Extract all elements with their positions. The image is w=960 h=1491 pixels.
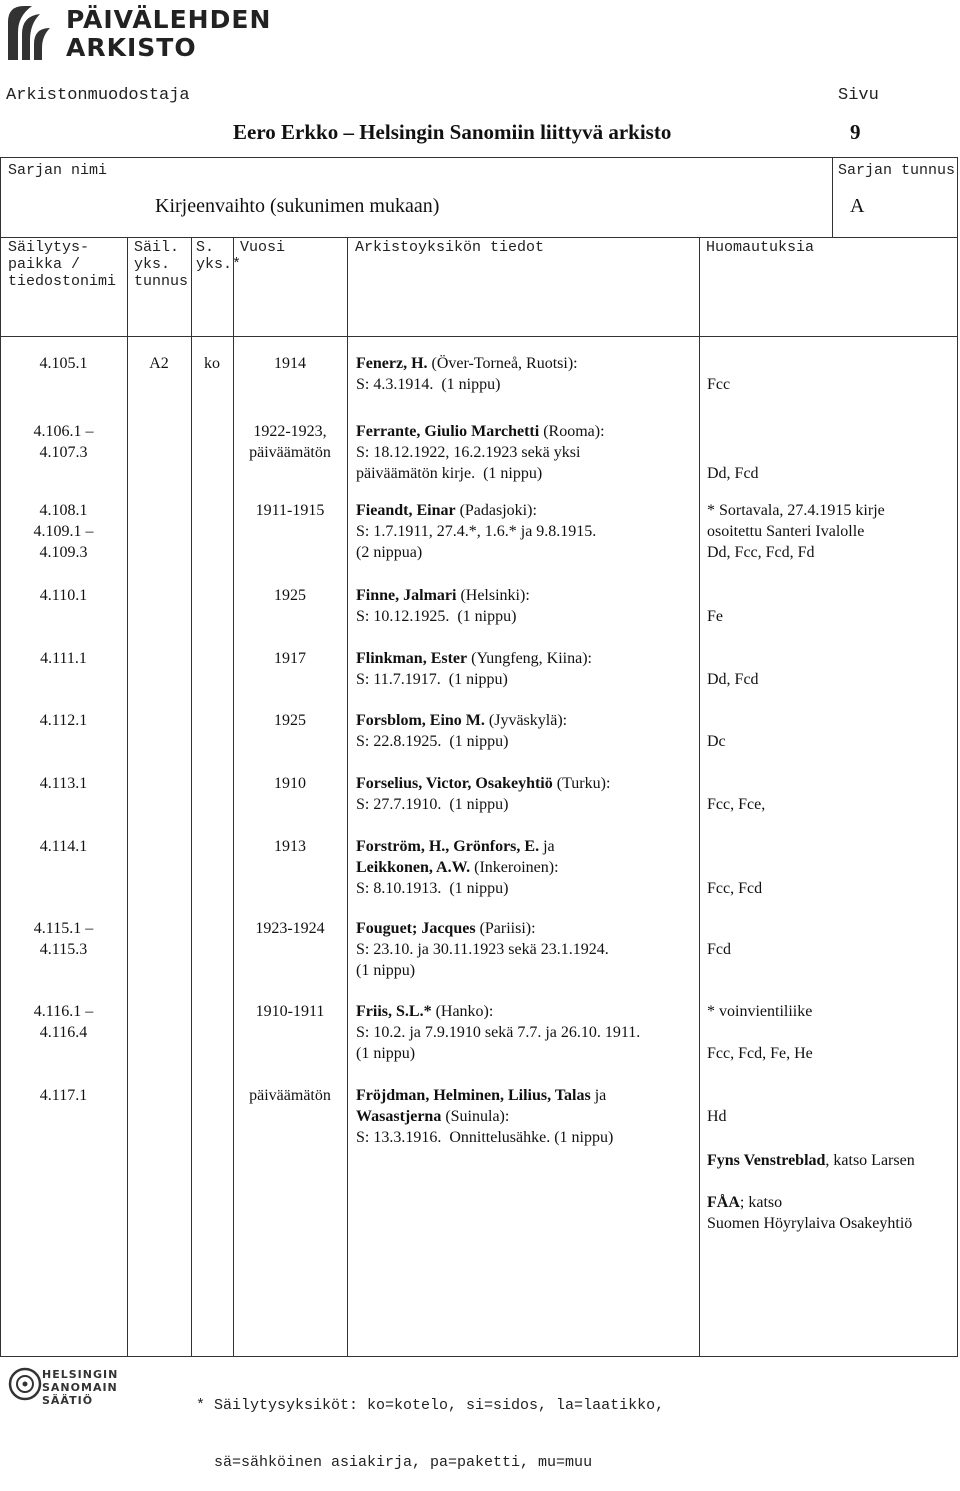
logo-line-2: ARKISTO — [66, 33, 197, 62]
info-detail: S: 22.8.1925. (1 nippu) — [356, 733, 509, 750]
info-detail: (Helsinki): — [456, 587, 530, 604]
location-cell: 4.107.3 — [39, 444, 88, 461]
column-header-unit-id-line: Säil. — [134, 239, 180, 256]
location-cell: 4.111.1 — [40, 650, 87, 667]
remarks-cell: Dc — [707, 733, 726, 750]
footnote-line-1: * Säilytysyksiköt: ko=kotelo, si=sidos, la=laatikko, — [196, 1397, 665, 1414]
info-detail: (Padasjoki): — [455, 502, 537, 519]
column-header-location-line: paikka / — [8, 256, 81, 273]
info-line — [356, 878, 508, 899]
info-detail: (Över-Torneå, Ruotsi): — [427, 355, 578, 372]
info-line — [356, 648, 592, 669]
footnote-line-2: sä=sähköinen asiakirja, pa=paketti, mu=muu — [196, 1454, 593, 1471]
location-cell: 4.113.1 — [39, 775, 88, 792]
series-divider — [832, 157, 833, 237]
info-line — [356, 794, 508, 815]
year-cell: 1910-1911 — [255, 1003, 325, 1020]
correspondent-name: Fröjdman, Helminen, Lilius, Talas — [356, 1087, 591, 1104]
info-line — [356, 710, 567, 731]
info-detail: S: 10.12.1925. (1 nippu) — [356, 608, 517, 625]
info-line — [356, 773, 610, 794]
info-line — [356, 960, 415, 981]
page-label: Sivu — [838, 86, 879, 105]
location-cell: 4.116.1 – — [33, 1003, 94, 1020]
year-cell: päiväämätön — [249, 444, 331, 461]
reference-name: FÅA — [707, 1194, 740, 1211]
info-line — [356, 442, 580, 463]
correspondent-name: Wasastjerna — [356, 1108, 442, 1125]
info-line — [356, 1085, 606, 1106]
info-line — [356, 939, 609, 960]
year-cell: 1911-1915 — [255, 502, 325, 519]
column-divider-5 — [699, 237, 700, 1357]
column-header-info: Arkistoyksikön tiedot — [355, 239, 545, 256]
info-detail: (Pariisi): — [475, 920, 536, 937]
paivalehden-arkisto-logo — [4, 2, 274, 66]
correspondent-name: Ferrante, Giulio Marchetti — [356, 423, 540, 440]
info-line — [356, 542, 422, 563]
correspondent-name: Fieandt, Einar — [356, 502, 456, 519]
correspondent-name: Finne, Jalmari — [356, 587, 457, 604]
remarks-cell: Dd, Fcd — [707, 671, 759, 688]
column-header-unit-id-line: tunnus — [134, 273, 189, 290]
location-cell: 4.112.1 — [39, 712, 88, 729]
info-line — [356, 521, 596, 542]
year-cell: 1913 — [274, 838, 306, 855]
location-cell: 4.109.1 – — [33, 523, 94, 540]
info-detail: S: 13.3.1916. Onnittelusähke. (1 nippu) — [356, 1129, 614, 1146]
year-cell: 1925 — [274, 712, 306, 729]
info-detail: S: 11.7.1917. (1 nippu) — [356, 671, 508, 688]
location-cell: 4.109.3 — [39, 544, 88, 561]
archive-creator-label: Arkistonmuodostaja — [6, 86, 190, 105]
info-detail: (Turku): — [552, 775, 611, 792]
remarks-cell: osoitettu Santeri Ivalolle — [707, 523, 865, 540]
archive-logo-icon — [4, 2, 62, 64]
extra-remark-line — [707, 1213, 912, 1234]
info-line — [356, 918, 536, 939]
correspondent-name: Forselius, Victor, Osakeyhtiö — [356, 775, 553, 792]
info-detail: (1 nippu) — [356, 962, 416, 979]
archive-title: Eero Erkko – Helsingin Sanomiin liittyvä arkisto — [233, 120, 672, 144]
column-divider-3 — [233, 237, 234, 1357]
header-rule — [0, 336, 958, 337]
series-rule — [0, 237, 958, 238]
location-cell: 4.108.1 — [39, 502, 88, 519]
location-cell: 4.110.1 — [39, 587, 88, 604]
info-line — [356, 500, 537, 521]
correspondent-name: Forström, H., Grönfors, E. — [356, 838, 540, 855]
info-detail: (2 nippua) — [356, 544, 423, 561]
remarks-cell: Fe — [707, 608, 723, 625]
info-line — [356, 669, 508, 690]
column-divider-4 — [347, 237, 348, 1357]
info-line — [356, 463, 542, 484]
column-header-location-line: Säilytys- — [8, 239, 90, 256]
reference-name: Fyns Venstreblad — [707, 1152, 826, 1169]
year-cell: 1922-1923, — [253, 423, 327, 440]
info-line — [356, 1043, 415, 1064]
info-line — [356, 857, 559, 878]
remarks-cell: Dd, Fcc, Fcd, Fd — [707, 544, 815, 561]
column-header-unit-type-line: yks.* — [196, 256, 242, 273]
remarks-cell: * Sortavala, 27.4.1915 kirje — [707, 502, 885, 519]
remarks-cell: Fcc, Fcd, Fe, He — [707, 1045, 813, 1062]
extra-remark-line — [707, 1150, 915, 1171]
remarks-cell: Fcc, Fce, — [707, 796, 766, 813]
correspondent-name: Leikkonen, A.W. — [356, 859, 471, 876]
info-detail: (Inkeroinen): — [470, 859, 559, 876]
column-divider-2 — [191, 237, 192, 1357]
remarks-cell: Fcd — [707, 941, 731, 958]
correspondent-name: Flinkman, Ester — [356, 650, 468, 667]
info-detail: ja — [539, 838, 555, 855]
info-detail: (1 nippu) — [356, 1045, 416, 1062]
column-header-year: Vuosi — [240, 239, 286, 256]
series-id-label: Sarjan tunnus — [838, 162, 956, 179]
location-cell: 4.105.1 — [39, 355, 88, 372]
series-name: Kirjeenvaihto (sukunimen mukaan) — [155, 195, 440, 217]
info-detail: (Jyväskylä): — [484, 712, 568, 729]
remarks-cell: * voinvientiliike — [707, 1003, 813, 1020]
foundation-emblem-icon — [8, 1362, 42, 1434]
remarks-cell: Fcc — [707, 376, 731, 393]
unit-type-cell: ko — [204, 355, 220, 372]
info-detail: (Yungfeng, Kiina): — [467, 650, 592, 667]
info-detail: S: 8.10.1913. (1 nippu) — [356, 880, 509, 897]
series-name-label: Sarjan nimi — [8, 162, 108, 179]
info-line — [356, 836, 555, 857]
series-id: A — [850, 195, 865, 217]
year-cell: 1923-1924 — [255, 920, 325, 937]
location-cell: 4.115.1 – — [33, 920, 94, 937]
column-header-location-line: tiedostonimi — [8, 273, 117, 290]
info-detail: S: 10.2. ja 7.9.1910 sekä 7.7. ja 26.10. 1911. — [356, 1024, 641, 1041]
info-line — [356, 374, 500, 395]
location-cell: 4.106.1 – — [33, 423, 94, 440]
foundation-wordmark — [42, 1368, 118, 1407]
column-header-unit-type — [196, 239, 241, 273]
logo-line-1: PÄIVÄLEHDEN — [66, 5, 272, 34]
location-cell: 4.114.1 — [39, 838, 88, 855]
info-line — [356, 585, 530, 606]
year-cell: 1914 — [274, 355, 306, 372]
remarks-cell: Dd, Fcd — [707, 465, 759, 482]
info-detail: S: 18.12.1922, 16.2.1923 sekä yksi — [356, 444, 581, 461]
info-detail: päiväämätön kirje. (1 nippu) — [356, 465, 543, 482]
info-detail: S: 4.3.1914. (1 nippu) — [356, 376, 501, 393]
info-line — [356, 606, 516, 627]
location-cell: 4.115.3 — [39, 941, 88, 958]
correspondent-name: Fouguet; Jacques — [356, 920, 476, 937]
info-line — [356, 1022, 640, 1043]
reference-detail: ; katso — [739, 1194, 783, 1211]
location-cell: 4.116.4 — [39, 1024, 88, 1041]
correspondent-name: Forsblom, Eino M. — [356, 712, 485, 729]
info-line — [356, 421, 605, 442]
info-detail: ja — [590, 1087, 607, 1104]
info-detail: (Rooma): — [539, 423, 605, 440]
column-header-unit-id-line: yks. — [134, 256, 171, 273]
correspondent-name: Fenerz, H. — [356, 355, 428, 372]
year-cell: päiväämätön — [249, 1087, 331, 1104]
foundation-line-2: SANOMAIN — [42, 1381, 118, 1394]
column-header-location — [8, 239, 116, 290]
info-detail: (Suinula): — [441, 1108, 510, 1125]
unit-id-cell: A2 — [149, 355, 169, 372]
page-number: 9 — [850, 120, 861, 144]
reference-detail: Suomen Höyrylaiva Osakeyhtiö — [707, 1215, 913, 1232]
remarks-cell: Hd — [707, 1108, 727, 1125]
info-detail: S: 23.10. ja 30.11.1923 sekä 23.1.1924. — [356, 941, 609, 958]
foundation-line-3: SÄÄTIÖ — [42, 1394, 94, 1407]
table-frame — [0, 157, 958, 1357]
year-cell: 1917 — [274, 650, 306, 667]
year-cell: 1925 — [274, 587, 306, 604]
year-cell: 1910 — [274, 775, 306, 792]
foundation-line-1: HELSINGIN — [42, 1368, 119, 1381]
footnote — [196, 1358, 664, 1491]
column-divider-1 — [127, 237, 128, 1357]
info-line — [356, 1127, 613, 1148]
column-header-unit-type-line: S. — [196, 239, 215, 256]
info-line — [356, 1001, 493, 1022]
info-line — [356, 353, 578, 374]
correspondent-name: Friis, S.L.* — [356, 1003, 432, 1020]
info-detail: S: 27.7.1910. (1 nippu) — [356, 796, 509, 813]
reference-detail: , katso Larsen — [825, 1152, 915, 1169]
column-header-remarks: Huomautuksia — [706, 239, 815, 256]
info-line — [356, 731, 508, 752]
logo-wordmark — [66, 6, 271, 62]
info-line — [356, 1106, 509, 1127]
info-detail: (Hanko): — [431, 1003, 494, 1020]
column-header-unit-id — [134, 239, 188, 290]
location-cell: 4.117.1 — [39, 1087, 88, 1104]
info-detail: S: 1.7.1911, 27.4.*, 1.6.* ja 9.8.1915. — [356, 523, 597, 540]
remarks-cell: Fcc, Fcd — [707, 880, 763, 897]
extra-remark-line — [707, 1192, 782, 1213]
